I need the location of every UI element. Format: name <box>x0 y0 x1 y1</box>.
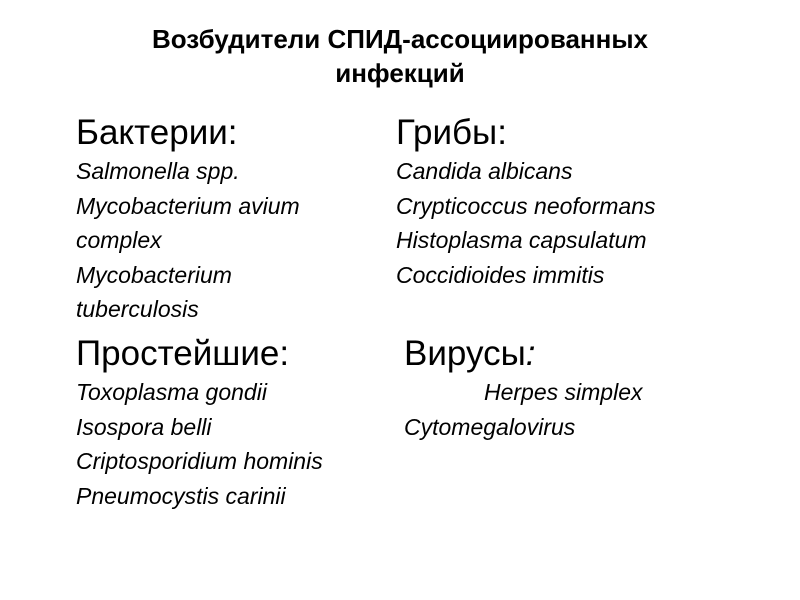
fungi-list <box>396 154 656 292</box>
list-item: complex <box>76 227 162 253</box>
viruses-heading-colon: : <box>525 334 536 373</box>
protozoa-heading: Простейшие: <box>76 334 290 373</box>
slide-title <box>0 22 800 90</box>
list-item: Candida albicans <box>396 158 573 184</box>
bacteria-list <box>76 154 300 327</box>
list-item: Salmonella spp. <box>76 158 240 184</box>
list-item: Coccidioides immitis <box>396 261 605 288</box>
bacteria-heading: Бактерии: <box>76 113 238 152</box>
list-item: Histoplasma capsulatum <box>396 227 647 253</box>
slide-title-line-1: Возбудители СПИД-ассоциированных <box>151 24 648 54</box>
list-item: Mycobacterium avium <box>76 192 300 219</box>
list-item: Criptosporidium hominis <box>76 448 323 474</box>
viruses-heading-label: Вирусы <box>404 334 526 373</box>
list-item: Toxoplasma gondii <box>76 379 267 405</box>
list-item: Cytomegalovirus <box>404 413 576 440</box>
viruses-heading <box>404 333 535 375</box>
list-item: Mycobacterium <box>76 261 232 288</box>
protozoa-list <box>76 375 323 513</box>
fungi-heading: Грибы: <box>396 113 507 152</box>
list-item: Isospora belli <box>76 413 212 440</box>
slide-title-line-2: инфекций <box>335 58 465 88</box>
list-item: Pneumocystis carinii <box>76 482 286 509</box>
list-item: tuberculosis <box>76 296 199 322</box>
list-item: Crypticoccus neoformans <box>396 192 656 219</box>
list-item: Herpes simplex <box>484 379 643 405</box>
